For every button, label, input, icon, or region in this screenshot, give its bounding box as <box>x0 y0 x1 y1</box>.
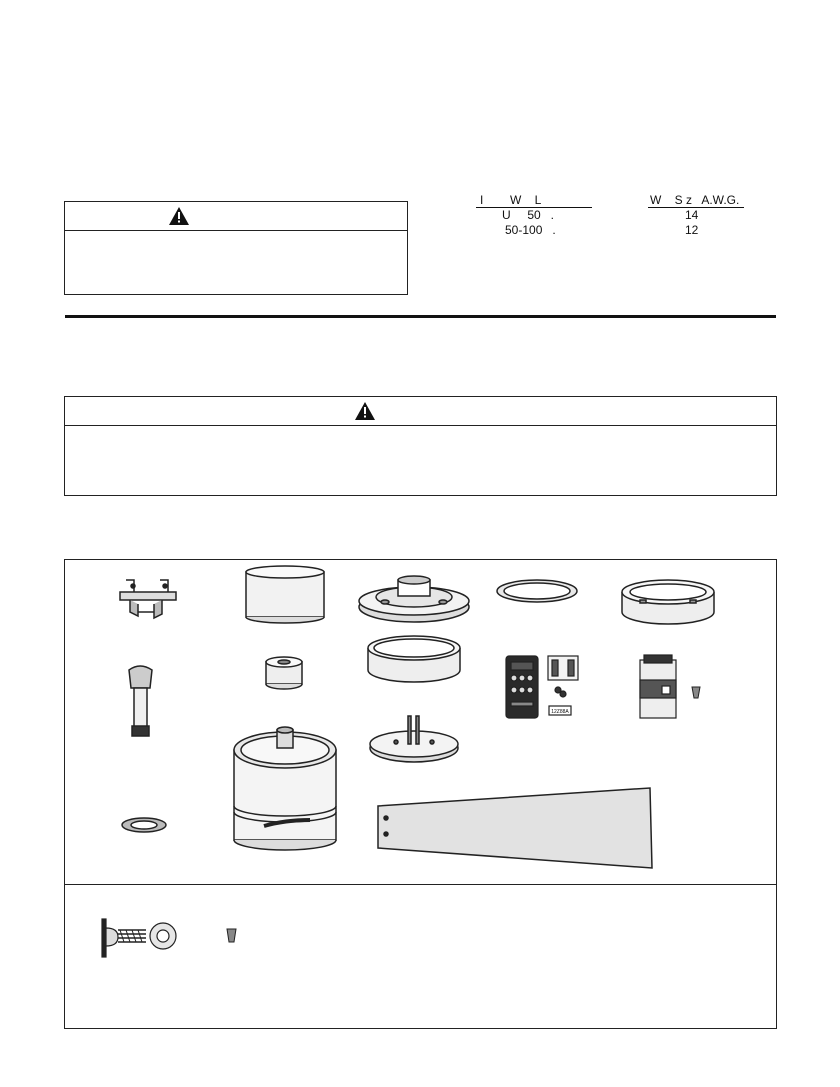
wire-table-length: 50-100 . <box>505 223 556 237</box>
decorative-collar-icon <box>622 580 714 624</box>
receiver-icon <box>640 655 676 718</box>
switch-housing-ring-icon <box>368 636 460 682</box>
wire-table-gauge: 12 <box>685 223 699 237</box>
switch-housing-plate-icon <box>370 716 458 762</box>
wire-table-header-gauge: W S z A.W.G. <box>650 193 740 207</box>
washer-icon <box>150 923 176 949</box>
coupling-cover-icon <box>266 657 302 689</box>
canopy-icon <box>359 576 469 622</box>
rubber-gasket-icon <box>122 818 166 832</box>
hardware-bag-label: 12Z88A <box>551 709 569 715</box>
motor-assembly-icon <box>234 727 336 850</box>
wire-table-length: U 50 . <box>502 208 555 222</box>
mounting-bracket-icon <box>120 580 176 618</box>
remote-control-icon <box>506 656 538 718</box>
fan-blade-icon <box>378 788 652 868</box>
remote-holder-icon <box>548 656 578 715</box>
blade-screw-icon <box>102 919 146 957</box>
wire-table-header-length: I W L <box>480 193 542 207</box>
wire-nut-icon <box>692 687 700 698</box>
canopy-cover-icon <box>246 566 324 623</box>
wire-table-gauge: 14 <box>685 208 699 222</box>
hardware-wire-nut-icon <box>227 929 236 942</box>
trim-ring-icon <box>497 580 577 602</box>
downrod-icon <box>129 666 152 736</box>
